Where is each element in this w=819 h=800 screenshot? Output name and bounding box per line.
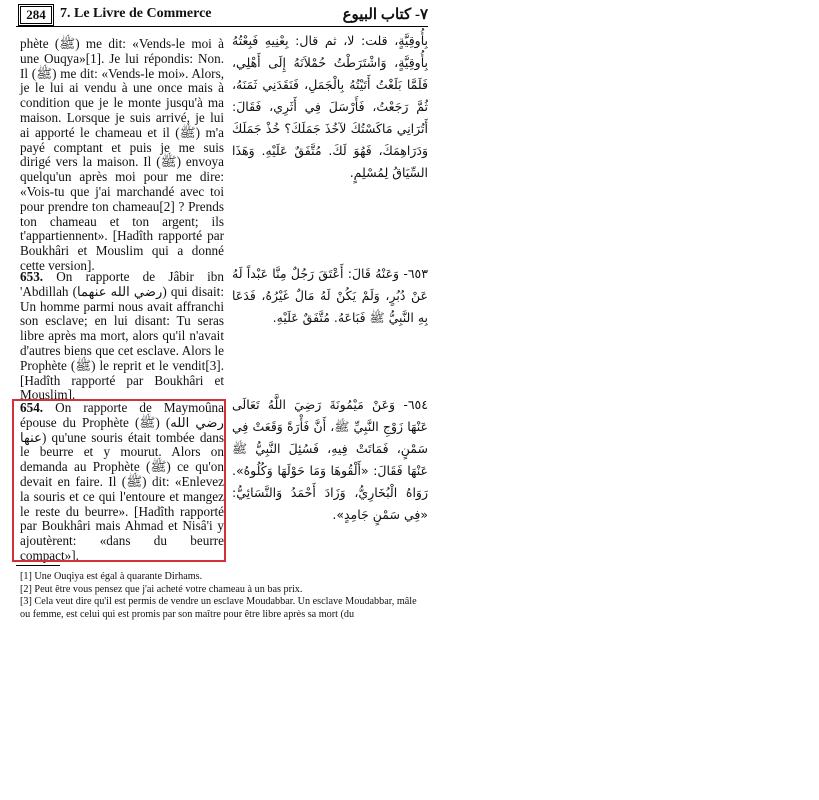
page-header	[16, 4, 428, 27]
footnote-1: [1] Une Ouqiya est égal à quarante Dirhams.	[20, 571, 203, 582]
hadith-654-number: 654.	[20, 400, 44, 415]
hadith-continuation-arabic: بِأُوقِيَّةٍ، قلت: لا، ثم قال: بِعْنِيهِ فَبِعْتُهُ بِأُوقِيَّةٍ، وَاشْتَرَطْتُ حُمْلاَنَهُ إِلَى أَهْلِي، فَلَمَّا بَلَغْتُ أَتَيْتُهُ بِالْجَمَلِ، فَنَقَدَنِي ثَمَنَهُ، ثُمَّ رَجَعْتُ، فَأَرْسَلَ فِي أَثَرِي، فَقَالَ: أَتُرَانِي مَاكَسْتُكَ لآخُذَ جَمَلَكَ؟ خُذْ جَمَلَكَ وَدَرَاهِمَكَ، فَهُوَ لَكَ. مُتَّفَقٌ عَلَيْهِ. وَهَذَا السِّيَاقُ لِمُسْلِمٍ.	[232, 33, 428, 180]
hadith-653-text: On rapporte de Jâbir ibn 'Abdillah (رضي الله عنهما) qui disait: Un homme parmi nous avait affranchi son esclave; en lui disant: Tu seras libre après ma mort, alors qu'il n'avait d'autres biens que cet esclave. Alors le Prophète (ﷺ) le reprit et le vendit[3]. [Hadîth rapporté par Boukhâri et Mouslim].	[20, 269, 225, 403]
hadith-continuation-french: phète (ﷺ) me dit: «Vends-le moi à une Ouqya»[1]. Je lui répondis: Non. Il (ﷺ) me dit: «Vends-le moi». Alors, je le lui ai vendu à une once mais à condition que je le monte jusqu'à ma maison. Lorsque je suis arrivé, je lui ai apporté le chameau et il (ﷺ) m'a payé comptant et puis je me suis dirigé vers la maison. Il (ﷺ) envoya quelqu'un après moi pour me dire: «Vois-tu que j'ai marchandé avec toi pour prendre ton chameau[2] ? Prends ton chameau et ton argent; ils t'appartiennent». [Hadîth rapporté par Boukhâri et Mouslim qui a donné cette version].	[20, 36, 224, 273]
footnote-divider	[16, 565, 60, 566]
hadith-653-arabic: ٦٥٣- وَعَنْهُ قَالَ: أَعْتَقَ رَجُلٌ مِنَّا عَبْداً لَهُ عَنْ دُبُرٍ، وَلَمْ يَكُنْ لَهُ مَالٌ غَيْرُهُ، فَدَعَا بِهِ النَّبِيُّ ﷺ فَبَاعَهُ. مُتَّفَقٌ عَلَيْهِ.	[232, 266, 428, 325]
footnotes	[20, 571, 428, 621]
hadith-653-french	[20, 270, 224, 403]
hadith-654-arabic: ٦٥٤- وَعَنْ مَيْمُونَةَ رَضِيَ اللَّهُ تَعَالَى عَنْهَا زَوْجِ النَّبِيِّ ﷺ، أَنَّ فَأْرَةً وَقَعَتْ فِي سَمْنٍ، فَمَاتَتْ فِيهِ، فَسُئِلَ النَّبِيُّ ﷺ عَنْهَا فَقَالَ: «أَلْقُوهَا وَمَا حَوْلَهَا وَكُلُوهُ». رَوَاهُ الْبُخَارِيُّ، وَزَادَ أَحْمَدُ وَالنَّسَائِيُّ: «فِي سَمْنٍ جَامِدٍ».	[232, 397, 428, 522]
hadith-654-text: On rapporte de Maymoûna épouse du Prophète (ﷺ) (رضي الله عنها) qu'une souris était tombée dans le beurre et y mourut. Alors on demanda au Prophète (ﷺ) ce qu'on devait en faire. Il (ﷺ) dit: «Enlevez la souris et ce qui l'entoure et mangez le reste du beurre». [Hadîth rapporté par Boukhâri mais Ahmad et Nisâ'i y ajoutèrent: «dans du beurre compact»].	[20, 400, 224, 563]
arabic-chapter-title: ٧- كتاب البيوع	[342, 7, 428, 23]
chapter-title: 7. Le Livre de Commerce	[60, 6, 212, 21]
footnote-3: [3] Cela veut dire qu'il est permis de vendre un esclave Moudabbar. Un esclave Moudabbar, mâle ou femme, est celui qui est promis par son maître pour être libre après sa mort (du	[20, 596, 417, 620]
hadith-653-number: 653.	[20, 269, 44, 284]
page-number: 284	[20, 6, 52, 24]
highlight-box	[12, 399, 226, 562]
footnote-2: [2] Peut être vous pensez que j'ai acheté votre chameau à un bas prix.	[20, 583, 303, 595]
